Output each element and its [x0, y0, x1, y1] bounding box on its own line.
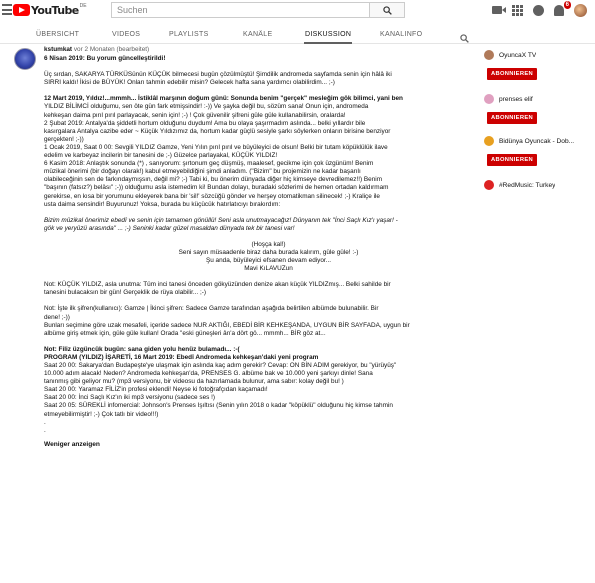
comment-line: kasırgalara Antalya cazibe eder ~ Küçük Yıldızımız da, hortum kadar güçlü sesiyle şarkı söylerken onların birisine benziyor [44, 127, 391, 135]
comment-line: . [44, 418, 46, 426]
comment-author[interactable]: kstumkat [44, 46, 73, 53]
show-less-button[interactable]: Weniger anzeigen [44, 440, 100, 448]
comment-line: tanesini bulacaksın bir gün! Gerçeklik de rüya olabilir... ;-) [44, 289, 206, 297]
paragraph-gap [44, 233, 469, 241]
comment-line: YILDIZ BİLİMCİ olduğumu, sen öte gün fark etmişsindir! :-)) Ve şayka değil bu, sözüm sana! Onun için, andromeda [44, 103, 369, 111]
tab-channels[interactable]: KANÄLE [243, 31, 273, 38]
tab-discussion[interactable]: DISKUSSION [305, 31, 352, 38]
active-tab-indicator [304, 42, 352, 44]
comment-line: "başının (fatsız?) beläsı" ;-)) olduğumu asla istemedim ki! Bundan dolayı, buradaki sözlerimi de hemen ortadan kaldırmam [44, 184, 389, 192]
comment-line: PROGRAM (YILDIZ) İŞARETİ, 16 Mart 2019: Ebedî Andromeda kehkeşan'daki yeni program [44, 353, 319, 361]
channel-name[interactable]: prenses elif [499, 95, 533, 103]
comment-line: dene! ;-)) [44, 313, 70, 321]
subscribe-button[interactable]: ABONNIEREN [487, 154, 537, 166]
subscribe-button[interactable]: ABONNIEREN [487, 112, 537, 124]
youtube-logo[interactable] [13, 3, 87, 17]
comment-line: Bunları seçimine göre uzak mesafeli, içeride sadece NUR AKTIĞI, EBEDİ BİR KEHKEŞANDA, UYGUN BİR SAYFADA, uygun bir [44, 321, 410, 329]
comment-line: Saat 20 05: SÜREKLİ infomercial: Johnson's Prenses Işıltısı (Senin yılın 2018 o kadar "köpüklü" olduğunu hiç kimse tahmin [44, 402, 393, 410]
comment-line: albüme giriş etmek için, güle güle kullan! Orada "eski güneşleri ân'a dört gö... mmmh... BİR göz at... [44, 329, 326, 337]
channel-avatar[interactable] [484, 94, 494, 104]
notifications-bell-icon[interactable] [554, 1, 569, 16]
tab-about[interactable]: KANALINFO [380, 31, 423, 38]
comment-line: 6 Kasim 2018: Anlaştık sonunda (*) , sanıyorum: şırtonum geç düşmüş, maalesef, gecikme için çok üzgünüm! Benim [44, 160, 374, 168]
channel-card [484, 178, 594, 192]
comment-line: Saat 20 00: Yaramaz FİLİZ'in profesi eklendi! Neyse ki fotoğrafçıdan kaçamadı! [44, 386, 268, 394]
comment-line: etmeyebilirmiştir! ;-) Çok tatlı bir video!!!) [44, 410, 159, 418]
channel-tabs [0, 26, 595, 44]
channel-name[interactable]: #RedMusic: Turkey [499, 181, 556, 189]
search-input[interactable]: Suchen [111, 2, 369, 18]
channel-name[interactable]: Bidünya Oyuncak - Dob... [499, 137, 575, 145]
channel-card [484, 48, 594, 80]
comment-line: Not: KÜÇÜK YILDIZ, asla unutma: Tüm inci tanesi önceden gökyüzünden denize akan küçük YILDIZmış... Belki sahilde bir [44, 281, 391, 289]
channel-card [484, 134, 594, 166]
apps-grid-icon[interactable] [512, 5, 523, 16]
comment-line: 12 Mart 2019, Yıldız!...mmmh... İstiklâl marşının doğum günü: Sonunda benim "gerçek" mesleğim gök bilimci, yani ben [44, 95, 403, 103]
comment-line: Şu anda, büyüleyici efsanen devam ediyor... [205, 257, 332, 265]
comment-line: SIRRI kaldı! İkisi de BÜYÜK! Onları tahmin edebilir misin? Gelecek hafta sana yardımcı olabilirdim... ;-) [44, 79, 335, 87]
tab-overview[interactable]: ÜBERSICHT [36, 31, 80, 38]
channel-avatar[interactable] [484, 180, 494, 190]
create-video-icon[interactable] [492, 6, 502, 14]
comment-line: Saat 20 00: İnci Saçlı Kız'ın iki mp3 versiyonu (sadece ses !) [44, 394, 216, 402]
logo-text: YouTube [31, 3, 79, 17]
comment-line: Bizim müzikal önerimiz ebedî ve senin için tamamen gönüllü! Seni asla unutmayacağız! Dünyanın tek "İnci Saçlı Kız'ı yaşar! - [44, 216, 398, 224]
comment-body [44, 55, 469, 435]
paragraph-gap [44, 338, 469, 346]
account-avatar[interactable] [574, 4, 587, 17]
channel-card [484, 92, 594, 124]
comment-line: Not: İşte ilk şifren(kullanıcı): Gamze | İkinci şifren: Sadece Gamze tarafından aşağıda belirtilen albümde bulunabilir. Bir [44, 305, 379, 313]
comment-line: Seni sayın müsaadenle biraz daha burada kalırım, güle güle! :-) [178, 248, 359, 256]
comment-line: (Hoşça kal!) [251, 240, 286, 248]
tab-videos[interactable]: VIDEOS [112, 31, 141, 38]
comment-line: müzikal önerimi (bir doğayı olarak!) kabul etmeyebildiğini şimdi anladım. ("Bizim" bu projemizin ne kadar başarılı [44, 168, 361, 176]
comment-line: . [44, 426, 46, 434]
paragraph-gap [44, 63, 469, 71]
comment-line: kehkeşan daima pırıl pırıl parlayacak, senin için! ;-) ! Çok güvenilir şifreni güle güle kullanabilirsin, oralarda! [44, 111, 346, 119]
paragraph-gap [44, 209, 469, 217]
comment-line: Not: Filiz üzgüncük bugün: sana giden yolu henüz bulamadı... :-( [44, 345, 240, 353]
masthead [0, 0, 595, 20]
comment-line: gerçekten! ;-)) [44, 135, 84, 143]
comment-line: usta daima sensindir! Buyurunuz! Yoksa, burada bu küçücük hatırlatıcıyı bırakırdım: [44, 200, 281, 208]
search-button[interactable] [369, 2, 405, 18]
comment-line: Saat 20 00: Sakarya'dan Budapeşte'ye ulaşmak için aslında kaç adım gerekir? Cevap: ON BİN ADIM gerekiyor, bu "yürüyüş" [44, 362, 397, 369]
channel-name[interactable]: OyuncaX TV [499, 51, 537, 59]
comment-line: tanınmış gibi geliyor mu? (mp3 versiyonu, bir videosu da hazırlamada bulunur, ama sabır: kolay değil bu! ) [44, 378, 344, 386]
discussion-comment [44, 46, 469, 449]
logo-country-code: DE [79, 3, 87, 9]
comment-line: 2 Şubat 2019: Antalya'da şiddetli hortum olduğunu duydum! Ama bu olaya şaşırmadım aslında... belki yıllardır bile [44, 119, 366, 127]
comment-line: edelim ve karbeyaz incilerin bir tanesini de ;-) Güzelce parlayakal, KÜÇÜK YILDIZ! [44, 152, 278, 160]
channel-avatar[interactable] [484, 50, 494, 60]
comment-line: 1 Ocak 2019, Saat 0 00: Sevgili YILDIZ Gamze, Yeni Yılın pırıl pırıl ve büyüleyici de olsun! Belki bir tutam köpüklülük ilave [44, 143, 388, 151]
subscribe-button[interactable]: ABONNIEREN [487, 68, 537, 80]
notifications-count-badge: 6 [565, 1, 569, 8]
comment-line: Üç sırdan, SAKARYA TÜRKÜSünün KÜÇÜK bilmecesi bugün çözülmüştü! Şimdilik andromeda sayfamda senin için hâlâ iki [44, 71, 392, 79]
comment-line: olabileceğinin sen de farkındaymışsın, değil mi? ;-) Tabi ki, bu önerim dünyada diğer hiç kimseye devredilemez!!) Benim [44, 176, 383, 184]
comment-line: gerekirse, en kısa bir yorumunu ekleyerek bana bir 'sil!' sözcüğü gönder ve herşey otomatikman silinecek! ;-) Kraliçe ile [44, 192, 380, 200]
comment-line: gök ve yeryüzü arasında" ... ;-) Seninki kadar güzel masaldan dünyada tek bir tanesi var! [44, 224, 295, 232]
search-icon [383, 6, 392, 15]
channel-avatar[interactable] [484, 136, 494, 146]
comment-line: 10.000 adım alacak! Neden? Andromeda kehkeşan'da, PRENSES G. albüme bak ve 10.000 yeni şarkıyı dinle! Sana [44, 370, 373, 378]
tab-playlists[interactable]: PLAYLISTS [169, 31, 209, 38]
messages-icon[interactable] [533, 5, 544, 16]
youtube-play-icon [13, 4, 30, 16]
hamburger-menu-icon[interactable] [2, 4, 12, 15]
comment-line: Mavi KıLAVUZun [244, 265, 293, 273]
comment-line: 6 Nisan 2019: Bu yorum güncelleştirildi! [44, 55, 166, 63]
comment-timestamp[interactable]: vor 2 Monaten (bearbeitet) [73, 46, 150, 53]
commenter-avatar[interactable] [14, 48, 36, 70]
